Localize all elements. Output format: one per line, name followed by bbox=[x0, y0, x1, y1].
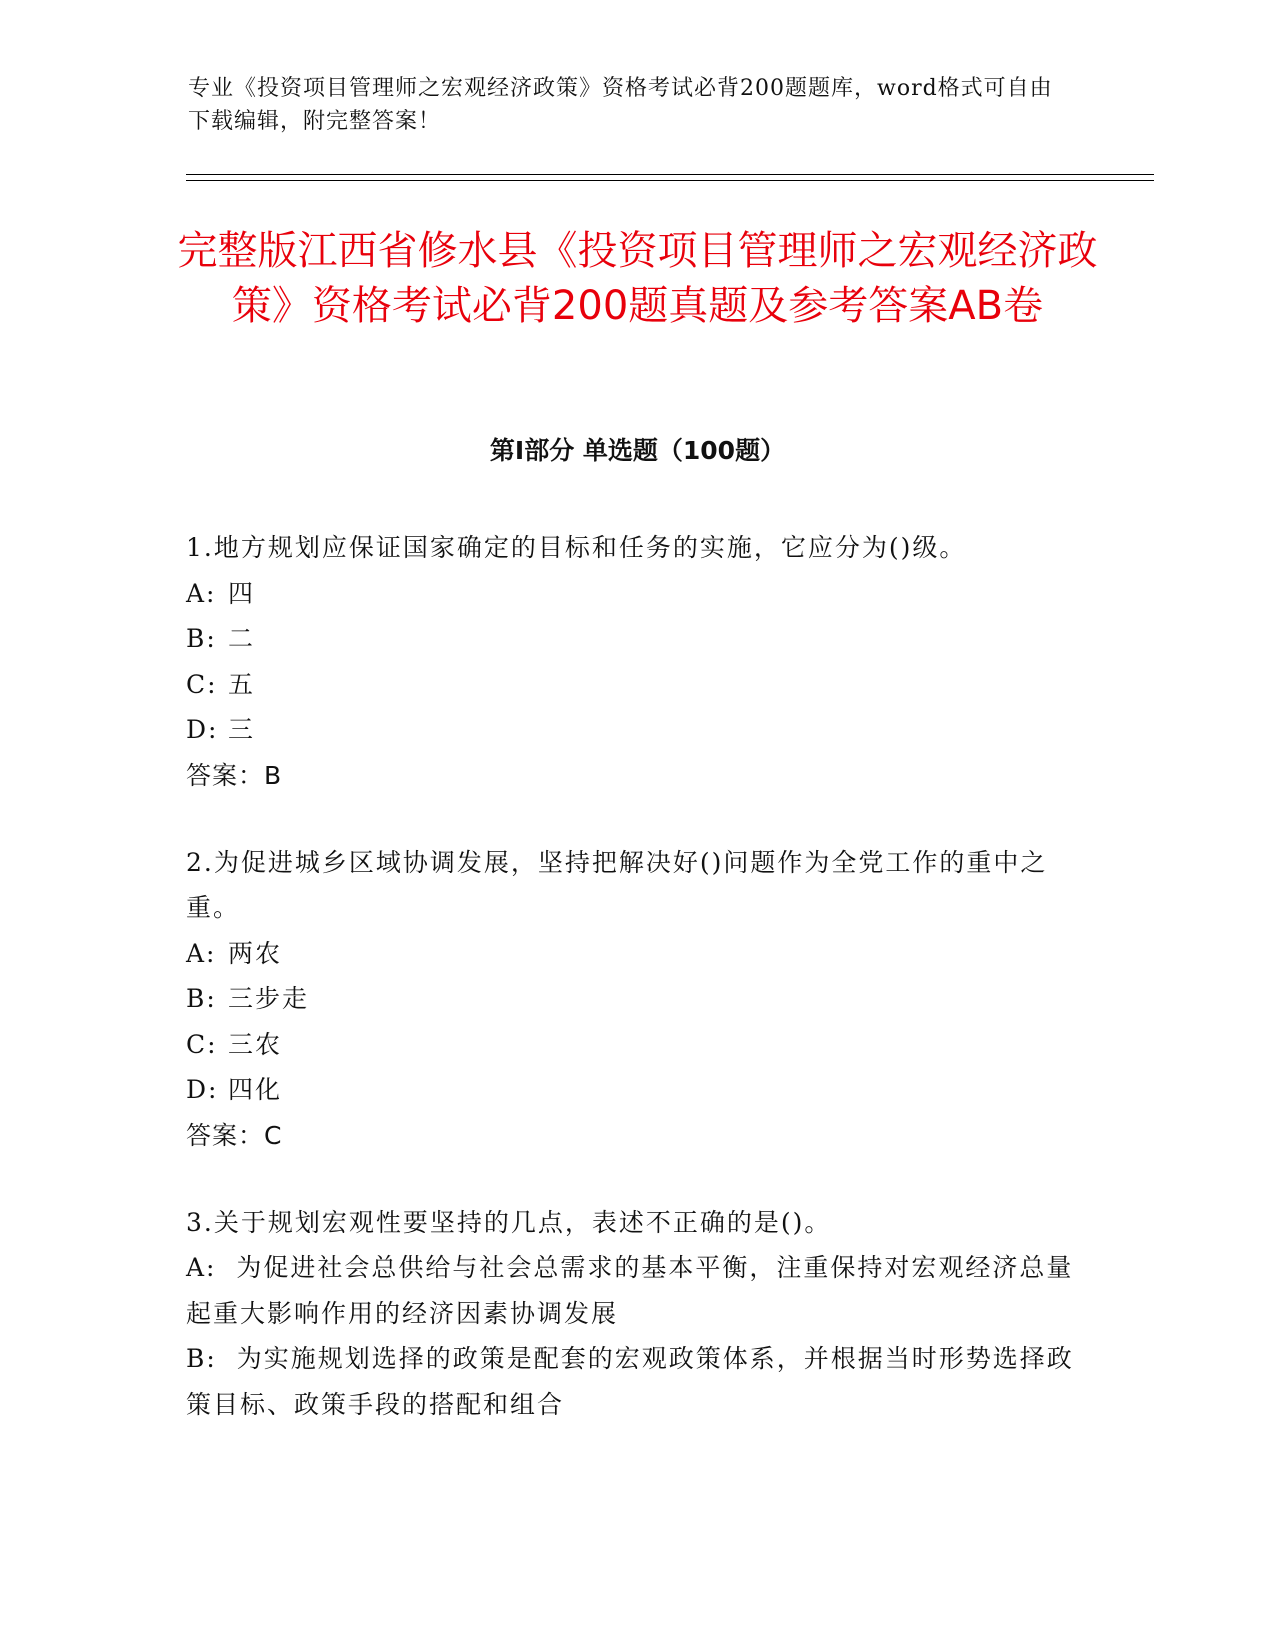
option-a bbox=[186, 571, 1076, 617]
question-3 bbox=[186, 1200, 1076, 1428]
option-d bbox=[186, 1067, 1076, 1113]
header-rule-top bbox=[186, 174, 1154, 175]
question-stem: 1.地方规划应保证国家确定的目标和任务的实施，它应分为()级。 bbox=[186, 533, 967, 562]
option-letter: D: bbox=[186, 715, 219, 744]
option-text: 三步走 bbox=[228, 984, 310, 1013]
option-letter: B: bbox=[186, 984, 217, 1013]
option-letter: A: bbox=[186, 1253, 217, 1282]
option-a bbox=[186, 1245, 1076, 1336]
option-text: 为促进社会总供给与社会总需求的基本平衡，注重保持对宏观经济总量起重大影响作用的经济因素协调发展 bbox=[186, 1253, 1074, 1328]
answer-line bbox=[186, 1113, 1076, 1158]
document-title: 完整版江西省修水县《投资项目管理师之宏观经济政策》资格考试必背200题真题及参考答案AB卷 bbox=[177, 228, 1098, 329]
option-letter: A: bbox=[186, 578, 217, 608]
option-c bbox=[186, 1022, 1076, 1068]
answer-value: C bbox=[264, 1120, 283, 1150]
option-text: 四 bbox=[228, 578, 256, 608]
option-letter: A: bbox=[186, 938, 217, 968]
option-letter: C: bbox=[186, 669, 218, 699]
option-letter: B: bbox=[186, 1344, 217, 1373]
option-letter: B: bbox=[186, 624, 217, 653]
question-stem: 3.关于规划宏观性要坚持的几点，表述不正确的是()。 bbox=[186, 1207, 832, 1237]
option-b bbox=[186, 976, 1076, 1022]
option-letter: D: bbox=[186, 1075, 219, 1104]
question-2 bbox=[186, 840, 1076, 1158]
answer-line bbox=[186, 753, 1076, 798]
option-b bbox=[186, 1336, 1076, 1427]
question-stem: 2.为促进城乡区域协调发展，坚持把解决好()问题作为全党工作的重中之重。 bbox=[186, 847, 1048, 922]
option-text: 两农 bbox=[228, 938, 283, 968]
answer-label: 答案： bbox=[186, 760, 265, 790]
option-text: 二 bbox=[228, 624, 256, 653]
question-list bbox=[186, 525, 1076, 1469]
header-note: 专业《投资项目管理师之宏观经济政策》资格考试必背200题题库，word格式可自由下载编辑，附完整答案！ bbox=[188, 76, 1053, 134]
question-1 bbox=[186, 525, 1076, 798]
option-text: 为实施规划选择的政策是配套的宏观政策体系，并根据当时形势选择政策目标、政策手段的搭配和组合 bbox=[186, 1344, 1074, 1419]
option-b bbox=[186, 616, 1076, 662]
option-text: 五 bbox=[228, 669, 256, 699]
section-title: 第I部分 单选题（100题） bbox=[489, 436, 786, 465]
option-text: 四化 bbox=[228, 1075, 283, 1104]
option-d bbox=[186, 707, 1076, 753]
option-letter: C: bbox=[186, 1029, 218, 1059]
option-a bbox=[186, 931, 1076, 977]
option-text: 三农 bbox=[228, 1029, 283, 1059]
answer-value: B bbox=[264, 760, 283, 790]
answer-label: 答案： bbox=[186, 1120, 265, 1150]
option-text: 三 bbox=[228, 715, 256, 744]
option-c bbox=[186, 662, 1076, 708]
header-rule-bottom bbox=[186, 180, 1154, 181]
